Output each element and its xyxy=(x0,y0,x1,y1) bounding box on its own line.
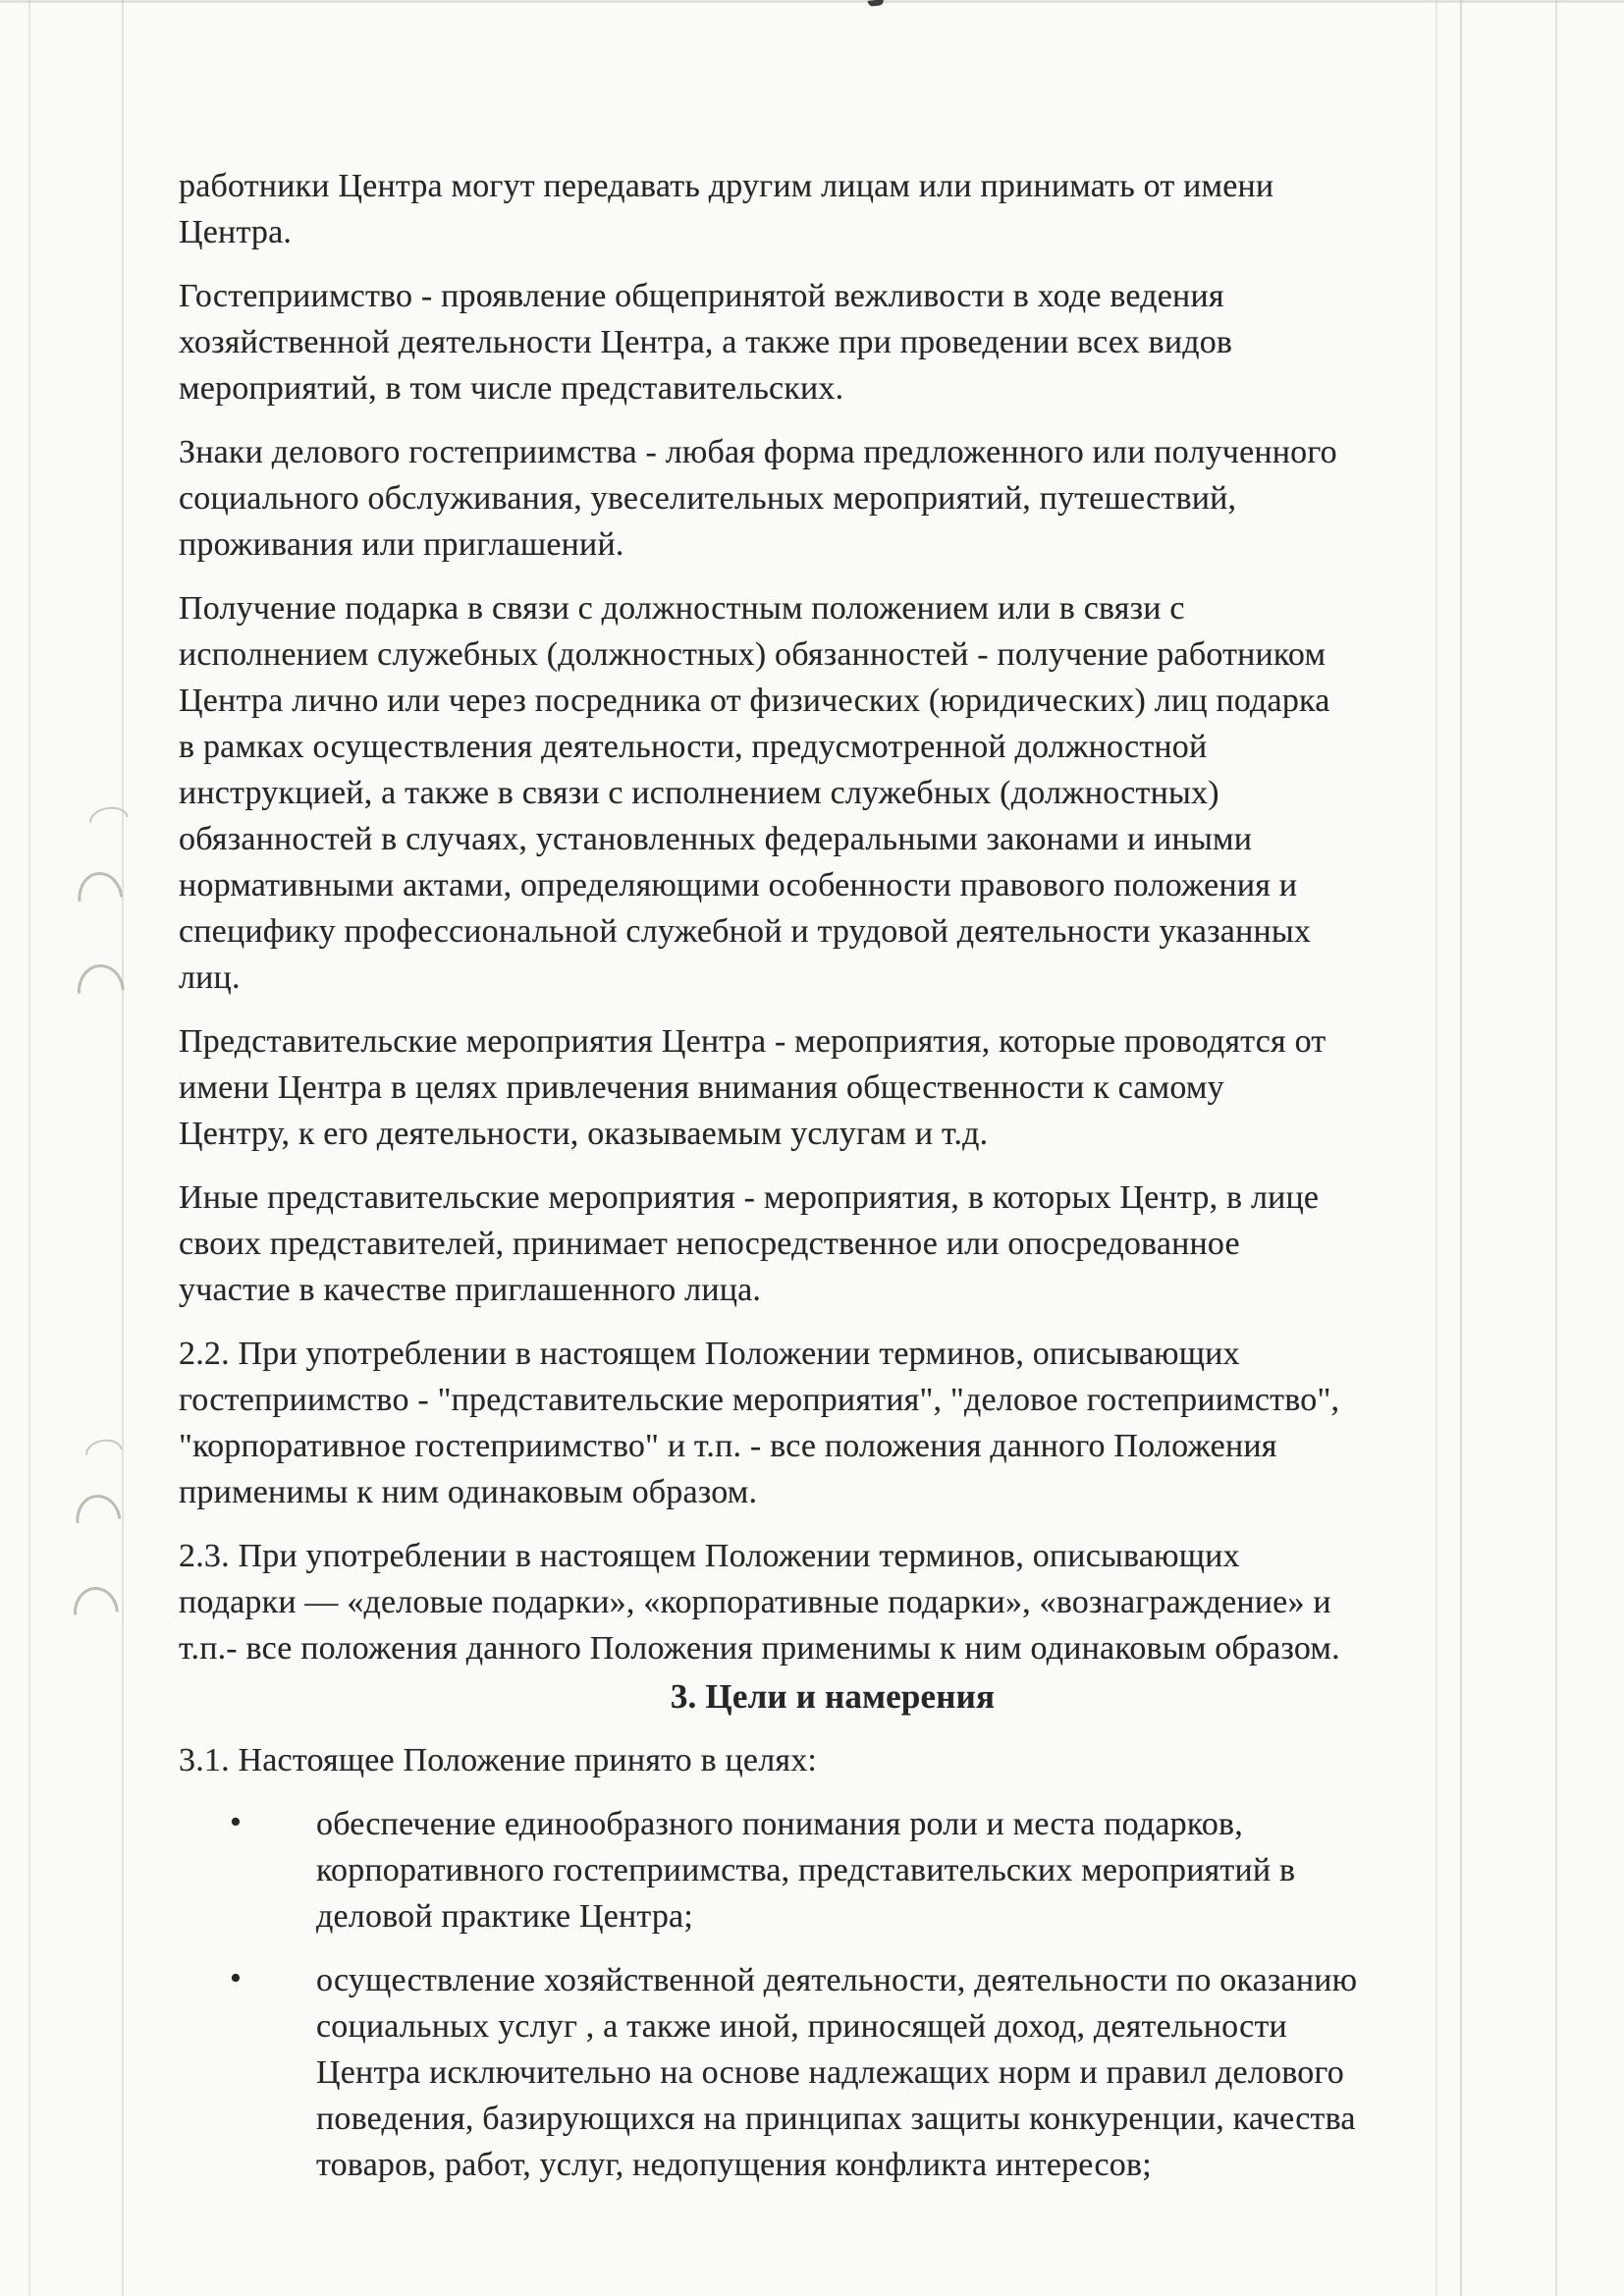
list-item-goal-1 xyxy=(179,1801,1487,1940)
section-heading-goals: 3. Цели и намерения xyxy=(670,1677,996,1716)
paragraph-definition-intro: работники Центра могут передавать другим лицам или принимать от имени Центра. xyxy=(179,168,1274,250)
paragraph-definition-representative-events: Представительские мероприятия Центра - мероприятия, которые проводятся от имени Центра в целях привлечения внимания общественности к самому Центру, к его деятельности, оказываемым услугам и т.д. xyxy=(179,1023,1326,1152)
paragraph-definition-gift-receipt: Получение подарка в связи с должностным положением или в связи с исполнением служебных (должностных) обязанностей - получение работником Центра лично или через посредника от физических (юридических) лиц подарка в рамках осуществления деятельности, предусмотренной должностной инструкцией, а также в связи с исполнением служебных (должностных) обязанностей в случаях, установленных федеральными законами и иными нормативными актами, определяющими особенности правового положения и специфику профессиональной служебной и трудовой деятельности указанных лиц. xyxy=(179,590,1330,996)
binder-hole-mark xyxy=(72,1585,119,1614)
paragraph-clause-3-1: 3.1. Настоящее Положение принято в целях: xyxy=(179,1742,818,1778)
scan-smudge-mark xyxy=(868,0,885,7)
list-item-text: обеспечение единообразного понимания роли и места подарков, корпоративного гостеприимства, представительских мероприятий в деловой практике Центра; xyxy=(316,1806,1296,1935)
binder-hole-mark xyxy=(83,1437,123,1455)
scan-fold-line xyxy=(28,0,30,2296)
bullet-icon: • xyxy=(230,1960,243,1996)
list-item-goal-2 xyxy=(179,1957,1487,2188)
scan-top-edge xyxy=(0,0,1624,3)
paragraph-definition-other-representative-events: Иные представительские мероприятия - мероприятия, в которых Центр, в лице своих представителей, принимает непосредственное или опосредованное участие в качестве приглашенного лица. xyxy=(179,1179,1320,1308)
binder-hole-mark xyxy=(74,1493,122,1524)
scan-fold-line xyxy=(1555,0,1557,2296)
scan-fold-line xyxy=(122,0,124,2296)
paragraph-definition-hospitality: Гостеприимство - проявление общепринятой вежливости в ходе ведения хозяйственной деятельности Центра, а также при проведении всех видов мероприятий, в том числе представительских. xyxy=(179,278,1233,407)
bullet-icon: • xyxy=(230,1804,243,1840)
paragraph-clause-2-2: 2.2. При употреблении в настоящем Положении терминов, описывающих гостеприимство - "представительские мероприятия", "деловое гостеприимство", "корпоративное гостеприимство" и т.п. - все положения данного Положения применимы к ним одинаковым образом. xyxy=(179,1336,1340,1510)
binder-hole-mark xyxy=(76,962,125,993)
list-item-text: осуществление хозяйственной деятельности, деятельности по оказанию социальных услуг , а также иной, приносящей доход, деятельности Центра исключительно на основе надлежащих норм и правил делового поведения, базирующихся на принципах защиты конкуренции, качества товаров, работ, услуг, недопущения конфликта интересов; xyxy=(316,1962,1358,2183)
binder-hole-mark xyxy=(76,870,124,902)
paragraph-clause-2-3: 2.3. При употреблении в настоящем Положении терминов, описывающих подарки — «деловые подарки», «корпоративные подарки», «вознаграждение» и т.п.- все положения данного Положения применимы к ним одинаковым образом. xyxy=(179,1538,1340,1667)
paragraph-definition-business-hospitality-signs: Знаки делового гостеприимства - любая форма предложенного или полученного социального обслуживания, увеселительных мероприятий, путешествий, проживания или приглашений. xyxy=(179,434,1337,563)
document-body xyxy=(179,163,1487,2206)
binder-hole-mark xyxy=(87,804,129,823)
